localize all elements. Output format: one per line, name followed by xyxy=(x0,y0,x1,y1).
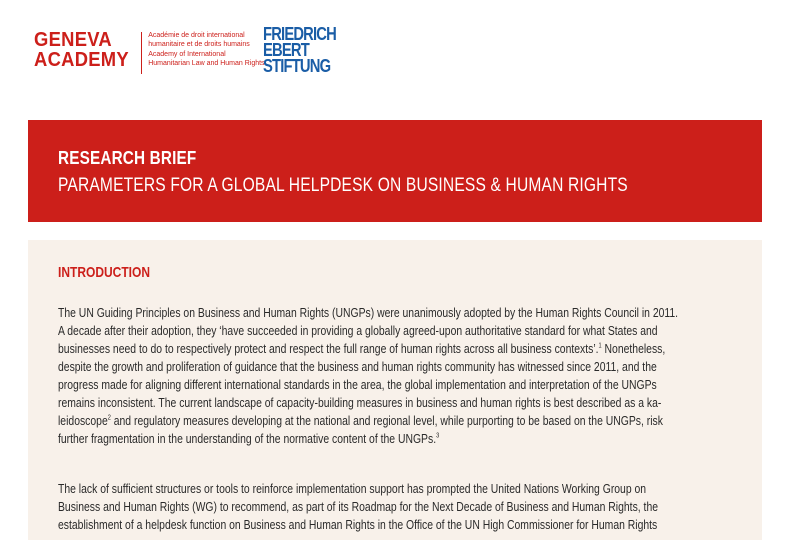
content-panel xyxy=(28,240,762,540)
text-line: establishment of a helpdesk function on Business and Human Rights in the Office of the UN High Commissioner for Human Rights xyxy=(58,517,658,532)
text-line: further fragmentation in the understanding of the normative content of the UNGPs.$^3$ xyxy=(58,431,440,446)
text-line: leidoscope$^2$ and regulatory measures developing at the national and regional level, while purporting to be based on the UNGPs, risk xyxy=(58,413,663,428)
footnote-ref[interactable]: 1 xyxy=(598,342,602,350)
tagline-fr-1: Académie de droit international xyxy=(148,32,245,39)
geneva-academy-tagline xyxy=(148,31,264,68)
text-line: The lack of sufficient structures or tools to reinforce implementation support has prompted the United Nations Working Group on xyxy=(58,481,647,496)
footnote-ref[interactable]: 2 xyxy=(107,414,111,422)
text-line: despite the growth and proliferation of guidance that the business and human rights community has witnessed since 2011, and the xyxy=(58,359,657,374)
text-line: businesses need to do to respectively protect and respect the full range of human rights across all business contexts’.$^1$ Nonetheless, xyxy=(58,341,666,356)
tagline-en-1: Academy of International xyxy=(148,51,226,58)
section-heading: INTRODUCTION xyxy=(58,264,150,281)
logo-divider xyxy=(141,32,142,74)
footnote-ref[interactable]: 3 xyxy=(436,432,440,440)
tagline-en-2: Humanitarian Law and Human Rights xyxy=(148,60,265,67)
text-line: Business and Human Rights (WG) to recommend, as part of its Roadmap for the Next Decade of Business and Human Rights, the xyxy=(58,499,659,514)
tagline-fr-2: humanitaire et de droits humains xyxy=(148,41,250,48)
friedrich-ebert-stiftung-logo: FRIEDRICH EBERT STIFTUNG xyxy=(263,24,336,76)
document-type: RESEARCH BRIEF xyxy=(58,148,197,168)
text-line: The UN Guiding Principles on Business and Human Rights (UNGPs) were unanimously adopted by the Human Rights Council in 2011. xyxy=(58,305,679,320)
intro-paragraph-2 xyxy=(58,480,732,534)
document-title: PARAMETERS FOR A GLOBAL HELPDESK ON BUSINESS & HUMAN RIGHTS xyxy=(58,175,628,196)
geneva-academy-logo xyxy=(34,30,265,74)
geneva-academy-wordmark: GENEVA ACADEMY xyxy=(34,29,129,71)
text-line: progress made for aligning different international standards in the area, the global implementation and interpretation of the UNGPs xyxy=(58,377,657,392)
text-line: A decade after their adoption, they ‘have succeeded in providing a globally agreed-upon authoritative standard for what States and xyxy=(58,323,658,338)
text-line: remains inconsistent. The current landscape of capacity-building measures in business and human rights is best described as a ka- xyxy=(58,395,662,410)
title-banner xyxy=(28,120,762,222)
intro-paragraph-1 xyxy=(58,304,732,448)
